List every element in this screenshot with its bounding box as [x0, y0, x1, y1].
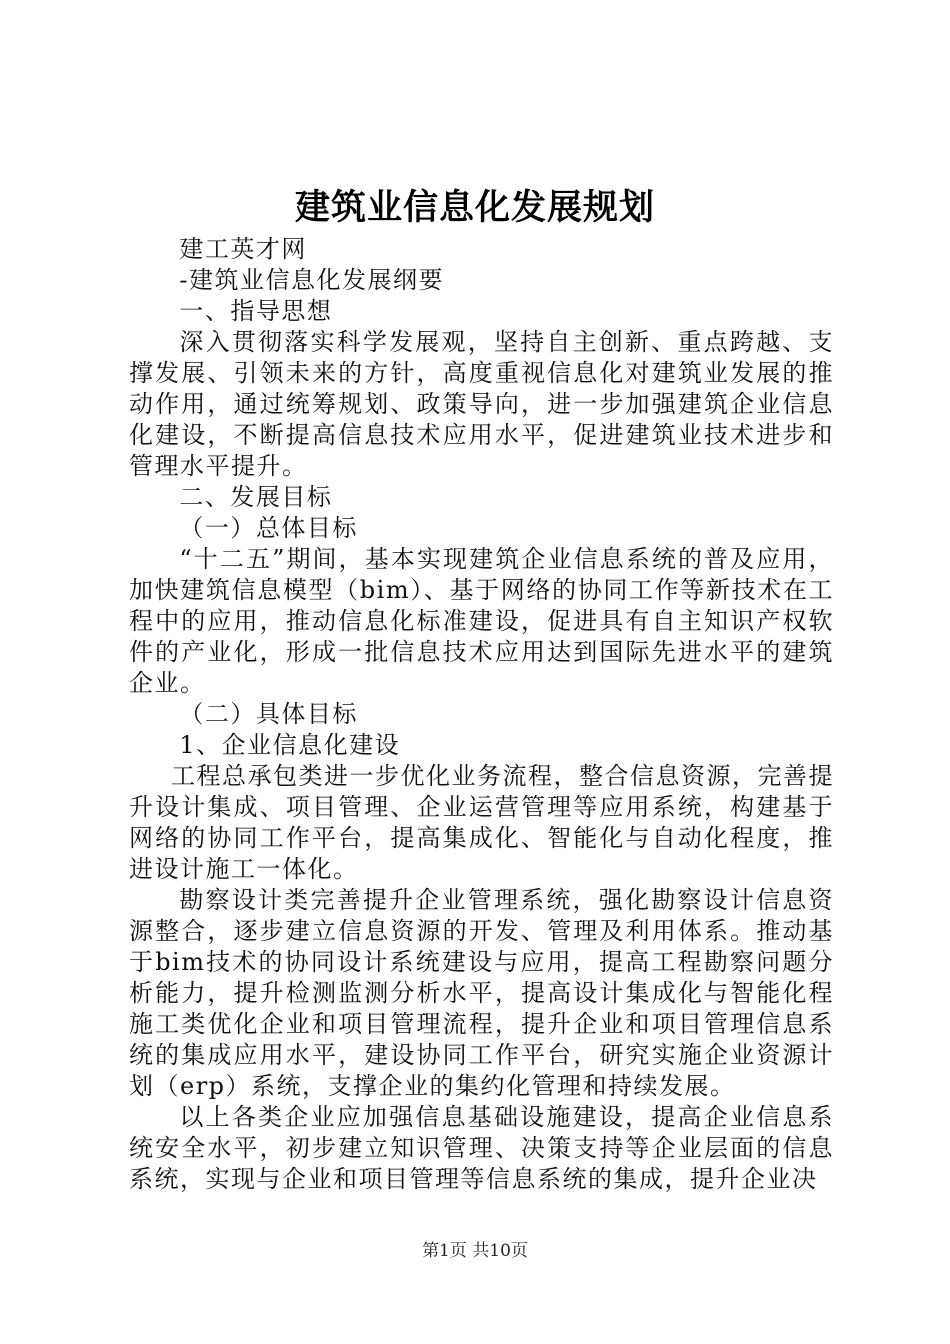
heading-enterprise-informatization: 1、企业信息化建设	[179, 731, 401, 759]
paragraph-survey-design: 勘察设计类完善提升企业管理系统，强化勘察设计信息资源整合，逐步建立信息资源的开发、管理及利用体系。推动基于bim技术的协同设计系统建设与应用，提高工程勘察问题分析能力，提升检测监测分析水平，提高设计集成化与智能化程施工类优化企业和项目管理流程，提升企业和项目管理信息系统的集成应用水平，建设协同工作平台，研究实施企业资源计划（erp）系统，支撑企业的集约化管理和持续发展。	[129, 886, 834, 1100]
heading-development-goals: 二、发展目标	[179, 483, 333, 511]
heading-overall-goals: （一）总体目标	[179, 514, 358, 542]
paragraph-general-contracting: 工程总承包类进一步优化业务流程，整合信息资源，完善提升设计集成、项目管理、企业运营管理等应用系统，构建基于网络的协同工作平台，提高集成化、智能化与自动化程度，推进设计施工一体化。	[129, 762, 834, 883]
heading-guiding-ideology: 一、指导思想	[179, 297, 333, 325]
paragraph-subtitle: -建筑业信息化发展纲要	[179, 266, 444, 294]
document-title: 建筑业信息化发展规划	[294, 188, 655, 228]
heading-specific-goals: （二）具体目标	[179, 700, 358, 728]
paragraph-source: 建工英才网	[179, 235, 307, 263]
paragraph-infrastructure: 以上各类企业应加强信息基础设施建设，提高企业信息系统安全水平，初步建立知识管理、决策支持等企业层面的信息系统，实现与企业和项目管理等信息系统的集成，提升企业决	[129, 1103, 834, 1193]
document-body	[129, 234, 834, 1195]
paragraph-guiding-ideology: 深入贯彻落实科学发展观，坚持自主创新、重点跨越、支撑发展、引领未来的方针，高度重视信息化对建筑业发展的推动作用，通过统筹规划、政策导向，进一步加强建筑企业信息化建设，不断提高信息技术应用水平，促进建筑业技术进步和管理水平提升。	[129, 328, 834, 480]
page-number-footer: 第1页 共10页	[422, 1241, 528, 1261]
paragraph-overall-goals: “十二五”期间，基本实现建筑企业信息系统的普及应用，加快建筑信息模型（bim）、基于网络的协同工作等新技术在工程中的应用，推动信息化标准建设，促进具有自主知识产权软件的产业化，形成一批信息技术应用达到国际先进水平的建筑企业。	[129, 545, 834, 697]
